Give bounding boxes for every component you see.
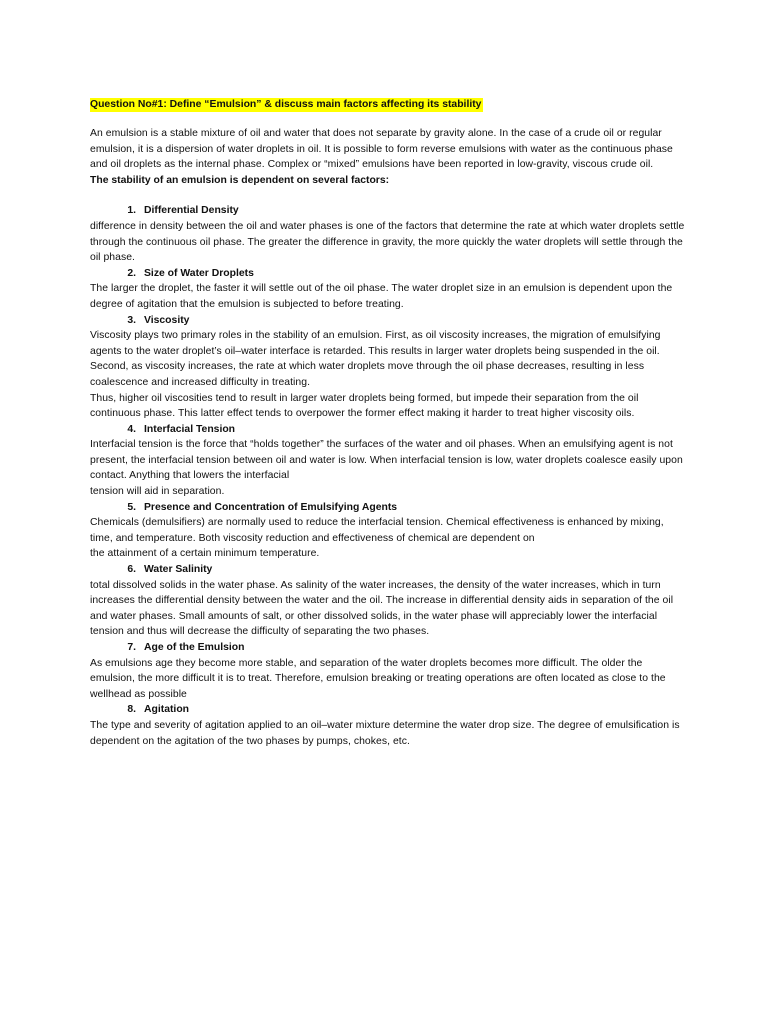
factor-heading [90,266,686,282]
factor-number: 7. [127,642,136,653]
factor-paragraph: Chemicals (demulsifiers) are normally used to reduce the interfacial tension. Chemical effectiveness is enhanced by mixing, time, and temperature. Both viscosity reduction and effectiveness of chemical are dependent on [90,517,664,544]
factor-number: 4. [127,423,136,435]
factor-title: Viscosity [144,314,190,326]
factor-title: Water Salinity [144,564,213,576]
factor-title: Size of Water Droplets [144,267,254,279]
factor-paragraph: The type and severity of agitation applied to an oil–water mixture determine the water drop size. The degree of emulsification is dependent on the agitation of the two phases by pumps, chokes, etc. [90,719,680,747]
intro-paragraph: An emulsion is a stable mixture of oil and water that does not separate by gravity alone. In the case of a crude oil or regular emulsion, it is a dispersion of water droplets in oil. It is possible to form reverse emulsions with water as the continuous phase and oil droplets as the internal phase. Complex or “mixed” emulsions have been reported in low-gravity, viscous crude oil. [90,128,673,171]
factor-paragraph: difference in density between the oil and water phases is one of the factors that determine the rate at which water droplets settle through the continuous oil phase. The greater the difference in gravity, the more quickly the water droplets will settle through the oil phase. [90,220,685,264]
document-page [90,94,686,749]
question-heading: Question No#1: Define “Emulsion” & discuss main factors affecting its stability [90,99,482,110]
factor-number: 5. [127,501,136,513]
factor-heading [90,640,686,656]
factor-title: Agitation [144,704,190,716]
factor-heading [90,203,686,219]
factor-paragraph: Thus, higher oil viscosities tend to result in larger water droplets being formed, but impede their separation from the oil continuous phase. This latter effect tends to overpower the former effect making it harder to treat higher viscosity oils. [90,392,639,420]
factor-number: 8. [127,704,136,716]
factors-lead: The stability of an emulsion is dependent on several factors: [90,174,390,186]
factor-number: 2. [127,267,136,279]
factor-heading [90,562,686,578]
factor-paragraph: As emulsions age they become more stable, and separation of the water droplets becomes more difficult. The older the emulsion, the more difficult it is to treat. Therefore, emulsion breaking or treating operations are often located as close to the wellhead as possible [90,657,666,700]
factor-paragraph: The larger the droplet, the faster it will settle out of the oil phase. The water droplet size in an emulsion is dependent upon the degree of agitation that the emulsion is subjected to before treating. [90,283,673,310]
factors-list [90,203,686,749]
factor-number: 6. [127,564,136,576]
factor-title: Presence and Concentration of Emulsifying Agents [144,501,398,513]
factor-paragraph: tension will aid in separation. [90,486,225,498]
factor-title: Interfacial Tension [144,423,236,435]
factor-heading [90,313,686,329]
factor-title: Age of the Emulsion [144,642,245,653]
factor-title: Differential Density [144,205,239,217]
factor-paragraph: Interfacial tension is the force that “holds together” the surfaces of the water and oil phases. When an emulsifying agent is not present, the interfacial tension between oil and water is low. When interfacial tension is low, water droplets coalesce easily upon contact. Anything that lowers the interfacial [90,439,683,482]
factor-paragraph: total dissolved solids in the water phase. As salinity of the water increases, the density of the water increases, which in turn increases the differential density between the water and the oil. The increase in differential density aids in separation of the oil and water phases. Small amounts of salt, or other dissolved solids, in the water phase will appreciably lower the interfacial tension and thus will decrease the difficulty of separating the two phases. [90,579,674,638]
factor-paragraph: the attainment of a certain minimum temperature. [90,548,320,560]
factor-heading [90,500,686,516]
factor-paragraph: Viscosity plays two primary roles in the stability of an emulsion. First, as oil viscosity increases, the migration of emulsifying agents to the water droplet’s oil–water interface is retarded. This results in larger water droplets being suspended in the oil. Second, as viscosity increases, the rate at which water droplets move through the oil phase decreases, resulting in less coalescence and increased difficulty in treating. [90,330,661,388]
factor-number: 1. [127,205,136,217]
factor-number: 3. [127,314,136,326]
factor-heading [90,422,686,438]
factor-heading [90,702,686,718]
